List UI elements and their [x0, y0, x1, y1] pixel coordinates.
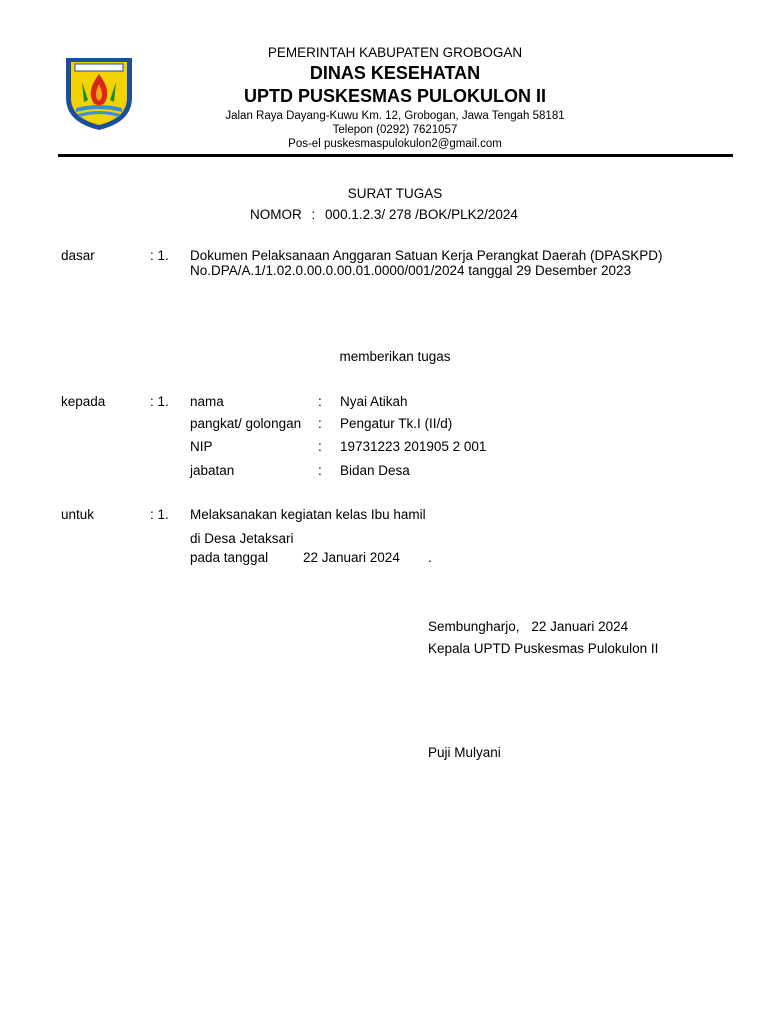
signature-name: Puji Mulyani — [428, 745, 501, 760]
letterhead-agency: DINAS KESEHATAN — [309, 63, 481, 83]
field-colon: : — [318, 463, 322, 478]
number-colon: : — [311, 207, 316, 222]
field-value-nip: 19731223 201905 2 001 — [340, 439, 487, 454]
letterhead-unit: UPTD PUSKESMAS PULOKULON II — [243, 86, 547, 106]
dasar-label: dasar — [61, 248, 95, 263]
untuk-line-1: Melaksanakan kegiatan kelas Ibu hamil — [190, 507, 426, 522]
field-value-jabatan: Bidan Desa — [340, 463, 410, 478]
field-value-pangkat: Pengatur Tk.I (II/d) — [340, 416, 453, 431]
letterhead-address: Jalan Raya Dayang-Kuwu Km. 12, Grobogan, Jawa Tengah 58181 — [225, 110, 565, 122]
assignment-phrase: memberikan tugas — [339, 349, 451, 364]
untuk-date-value: 22 Januari 2024 — [303, 550, 400, 565]
signature-place-date — [428, 619, 628, 634]
field-colon: : — [318, 416, 322, 431]
untuk-line-2: di Desa Jetaksari — [190, 531, 294, 546]
untuk-date-end: . — [428, 550, 432, 565]
untuk-date-label: pada tanggal — [190, 550, 269, 565]
field-key-jabatan: jabatan — [190, 463, 235, 478]
dasar-number: : 1. — [150, 248, 169, 263]
kepada-label: kepada — [61, 394, 106, 409]
field-key-nama: nama — [190, 394, 224, 409]
field-value-nama: Nyai Atikah — [340, 394, 408, 409]
letterhead-divider — [58, 154, 733, 157]
untuk-label: untuk — [61, 507, 95, 522]
field-colon: : — [318, 439, 322, 454]
number-label: NOMOR — [250, 207, 302, 222]
letterhead-government: PEMERINTAH KABUPATEN GROBOGAN — [267, 45, 523, 60]
dasar-line-2: No.DPA/A.1/1.02.0.00.0.00.01.0000/001/2024 tanggal 29 Desember 2023 — [190, 263, 632, 278]
signature-position: Kepala UPTD Puskesmas Pulokulon II — [428, 641, 659, 656]
signature-date: 22 Januari 2024 — [531, 619, 629, 634]
kepada-number: : 1. — [150, 394, 169, 409]
field-colon: : — [318, 394, 322, 409]
letterhead-phone: Telepon (0292) 7621057 — [332, 124, 458, 136]
field-key-pangkat: pangkat/ golongan — [190, 416, 302, 431]
number-value: 000.1.2.3/ 278 /BOK/PLK2/2024 — [325, 207, 518, 222]
field-key-nip: NIP — [190, 439, 213, 454]
document-title: SURAT TUGAS — [347, 186, 443, 201]
document-number — [250, 207, 518, 222]
untuk-number: : 1. — [150, 507, 169, 522]
signature-place: Sembungharjo, — [428, 619, 520, 634]
dasar-line-1: Dokumen Pelaksanaan Anggaran Satuan Kerja Perangkat Daerah (DPASKPD) — [190, 248, 663, 263]
letterhead-email: Pos-el puskesmaspulokulon2@gmail.com — [288, 138, 502, 150]
